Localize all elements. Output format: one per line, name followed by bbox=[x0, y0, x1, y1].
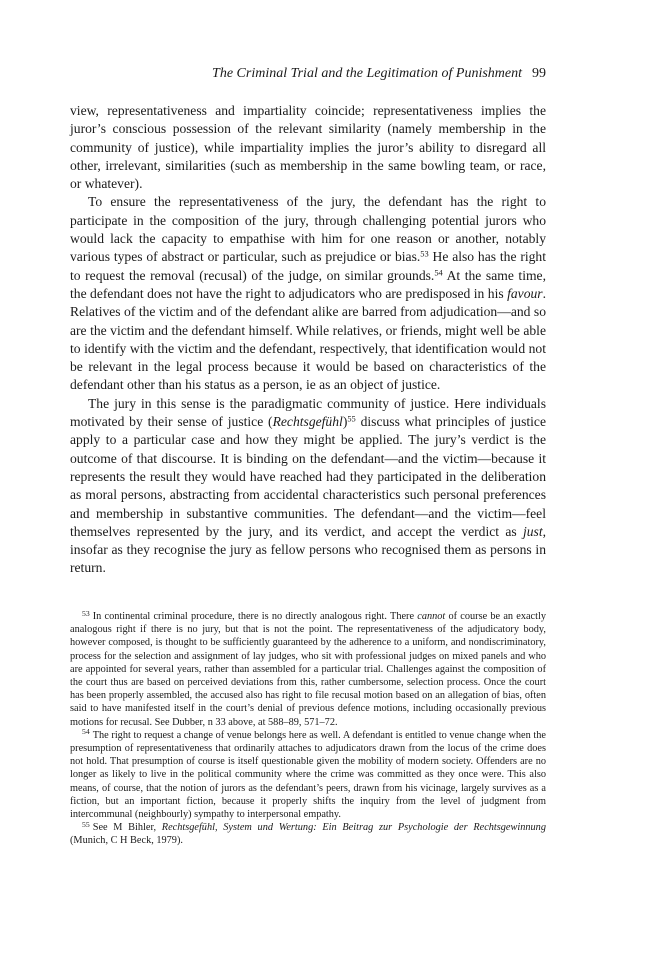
paragraph-3 bbox=[70, 395, 546, 578]
footnote-55-title: Rechtsgefühl, System und Wertung: Ein Beitrag zur Psychologie der Rechtsgewinnung bbox=[161, 822, 546, 834]
footnote-ref-54[interactable]: 54 bbox=[434, 267, 443, 278]
paragraph-2-part-a: To ensure the representativeness of the jury, the defendant has the right to participate in the composition of the jury, through challenging potential jurors who would lack the capacity to empathise with him for one reason or another, notably various types of abstract or particular, such as prejudice or bias. bbox=[70, 194, 546, 265]
paragraph-2-part-c: At the same time, the defendant does not have the right to adjudicators who are predisposed in his bbox=[70, 267, 546, 301]
paragraph-2-part-b: He also has the right to request the removal (recusal) of the judge, on similar grounds. bbox=[70, 249, 546, 283]
footnote-number-53: 53 bbox=[82, 608, 90, 618]
footnote-53-part-b: of course be an exactly analogous right if there is no jury, but that is not the point. The representativeness of the adjudicatory body, however composed, is thought to be sufficiently guaranteed by the adherence to a uniform, and nondiscriminatory, process for the selection and assignment of lay judges, who sit with professional judges on mixed panels and who are appointed for several years, rather than assembled for a particular trial. Challenges against the composition of the court thus are based on perceived deviations from this, rather cumbersome, selection process. Once the court has been properly assembled, the accused also has right to file recusal motion based on an allegation of bias, often said to have manifested itself in the court’s denial of previous defence motions, including occasionally previous motions for recusal. See Dubber, n 33 above, at 588–89, 571–72. bbox=[70, 611, 546, 728]
paragraph-3-part-c: discuss what principles of justice apply to a particular case and how they might be applied. The jury’s verdict is the outcome of that discourse. It is binding on the defendant—and the victim—because it represents the result they would have reached had they participated in the deliberation as moral persons, abstracting from accidental characteristics such personal preferences and membership in substantive communities. The defendant—and the victim—feel themselves represented by the jury, and its verdict, and accept the verdict as bbox=[70, 414, 546, 539]
running-head bbox=[70, 66, 546, 82]
footnote-55-part-b: (Munich, C H Beck, 1979). bbox=[70, 835, 183, 847]
running-title: The Criminal Trial and the Legitimation of Punishment bbox=[212, 66, 522, 81]
paragraph-2-part-d: . Relatives of the victim and of the defendant alike are barred from adjudication—and so are the victim and the defendant himself. While relatives, or friends, might well be able to identify with the victim and the defendant, respectively, that identification would not be relevant in the legal process because it would be based on characteristics of the defendant other than his status as a person, ie as an object of justice. bbox=[70, 285, 546, 393]
footnote-53-emphasis: cannot bbox=[417, 611, 446, 622]
emphasis-rechtsgefuehl: Rechtsgefühl bbox=[272, 414, 343, 430]
page-number: 99 bbox=[532, 66, 546, 81]
paragraph-3-part-a: The jury in this sense is the paradigmatic community of justice. Here individuals motivated by their sense of justice ( bbox=[70, 395, 546, 430]
footnote-55-part-a: See M Bihler, bbox=[92, 822, 162, 834]
footnote-54-text: The right to request a change of venue belongs here as well. A defendant is entitled to venue change when the presumption of representativeness that ordinarily attaches to adjudicators drawn from the locus of the crime does not hold. That presumption of course is itself questionable given the mobility of modern society. Offenders are no longer as likely to live in the political community where the crime was committed as they once were. This also means, of course, that the notion of jurors as the defendant’s peers, drawn from his vicinage, largely survives as a fiction, but an important fiction, because it properly shifts the inquiry from the level of judgment from intercommunal (neighbourly) sympathy to interpersonal empathy. bbox=[70, 729, 546, 821]
paragraph-1: view, representativeness and impartiality coincide; representativeness implies the juror’s conscious possession of the relevant similarity (namely membership in the community of justice), while impartiality implies the juror’s ability to disregard all other, irrelevant, similarities (such as membership in the same bowling team, or race, or whatever). bbox=[70, 103, 546, 192]
footnote-number-55: 55 bbox=[82, 819, 90, 829]
footnote-ref-55[interactable]: 55 bbox=[347, 413, 356, 424]
body-text bbox=[70, 102, 546, 578]
emphasis-just: just bbox=[522, 523, 543, 539]
footnote-ref-53[interactable]: 53 bbox=[420, 248, 429, 259]
emphasis-favour: favour bbox=[507, 285, 543, 301]
paragraph-2 bbox=[70, 193, 546, 394]
footnote-54 bbox=[70, 729, 546, 821]
paragraph-3-part-d: , insofar as they recognise the jury as fellow persons who recognised them as persons in return. bbox=[70, 523, 546, 576]
footnote-55 bbox=[70, 821, 546, 847]
footnote-53-part-a: In continental criminal procedure, there is no directly analogous right. There bbox=[92, 611, 418, 622]
footnotes bbox=[70, 610, 546, 848]
footnote-53 bbox=[70, 610, 546, 729]
footnote-number-54: 54 bbox=[82, 727, 90, 737]
paragraph-3-part-b: ) bbox=[342, 414, 348, 430]
